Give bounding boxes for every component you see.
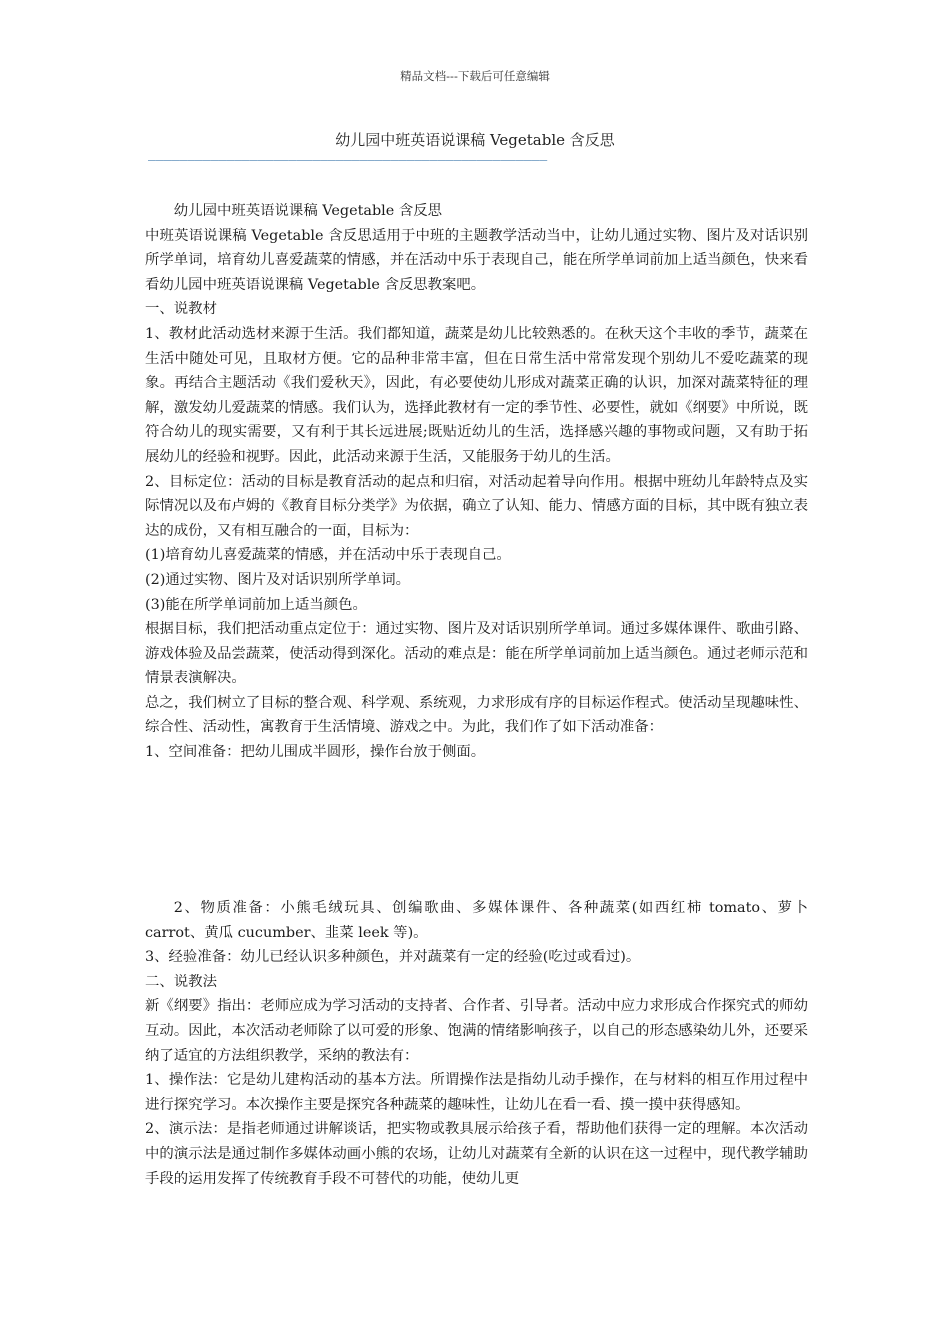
article-heading: 幼儿园中班英语说课稿 Vegetable 含反思 bbox=[173, 203, 443, 219]
method-item-demonstration: 2、演示法：是指老师通过讲解谈话，把实物或教具展示给孩子看，帮助他们获得一定的理解。本次活动中的演示法是通过制作多媒体动画小熊的农场，让幼儿对蔬菜有全新的认识在这一过程中，现代教学辅助手段的运用发挥了传统教育手段不可替代的功能，使幼儿更 bbox=[145, 1121, 808, 1187]
paragraph-material-source: 1、教材此活动选材来源于生活。我们都知道，蔬菜是幼儿比较熟悉的。在秋天这个丰收的季节，蔬菜在生活中随处可见，且取材方便。它的品种非常丰富，但在日常生活中常常发现个别幼儿不爱吃蔬菜的现象。再结合主题活动《我们爱秋天》，因此，有必要使幼儿形成对蔬菜正确的认识，加深对蔬菜特征的理解，激发幼儿爱蔬菜的情感。我们认为，选择此教材有一定的季节性、必要性，就如《纲要》中所说，既符合幼儿的现实需要，又有利于其长远进展;既贴近幼儿的生活，选择感兴趣的事物或问题，又有助于拓展幼儿的经验和视野。因此，此活动来源于生活，又能服务于幼儿的生活。 bbox=[145, 325, 808, 465]
document-title: 幼儿园中班英语说课稿 Vegetable 含反思 bbox=[335, 131, 615, 149]
intro-paragraph: 中班英语说课稿 Vegetable 含反思适用于中班的主题教学活动当中，让幼儿通过实物、图片及对话识别所学单词，培育幼儿喜爱蔬菜的情感，并在活动中乐于表现自己，能在所学单词前加上适当颜色，快来看看幼儿园中班英语说课稿 Vegetable 含反思教案吧。 bbox=[145, 227, 808, 293]
goal-item-3: (3)能在所学单词前加上适当颜色。 bbox=[145, 596, 367, 613]
paragraph-focus: 根据目标，我们把活动重点定位于：通过实物、图片及对话识别所学单词。通过多媒体课件、歌曲引路、游戏体验及品尝蔬菜，使活动得到深化。活动的难点是：能在所学单词前加上适当颜色。通过老师示范和情景表演解决。 bbox=[145, 621, 808, 687]
prep-item-materials: 2、物质准备：小熊毛绒玩具、创编歌曲、多媒体课件、各种蔬菜(如西红柿 tomato、萝卜 carrot、黄瓜 cucumber、韭菜 leek 等)。 bbox=[145, 900, 808, 941]
body-block-2 bbox=[145, 896, 808, 1191]
section-heading-materials: 一、说教材 bbox=[145, 301, 217, 318]
prep-item-experience: 3、经验准备：幼儿已经认识多种颜色，并对蔬菜有一定的经验(吃过或看过)。 bbox=[145, 949, 641, 966]
paragraph-summary: 总之，我们树立了目标的整合观、科学观、系统观，力求形成有序的目标运作程式。使活动呈现趣味性、综合性、活动性，寓教育于生活情境、游戏之中。为此，我们作了如下活动准备： bbox=[145, 694, 808, 736]
body-block-1 bbox=[145, 199, 808, 765]
title-underline: ——————————————————————————————————————————————————— bbox=[148, 153, 548, 168]
paragraph-methods-intro: 新《纲要》指出：老师应成为学习活动的支持者、合作者、引导者。活动中应力求形成合作探究式的师幼互动。因此，本次活动老师除了以可爱的形象、饱满的情绪影响孩子，以自己的形态感染幼儿外，还要采纳了适宜的方法组织教学，采纳的教法有： bbox=[145, 998, 808, 1064]
page-header-note: 精品文档---下载后可任意编辑 bbox=[400, 69, 550, 83]
prep-item-space: 1、空间准备：把幼儿围成半圆形，操作台放于侧面。 bbox=[145, 744, 486, 761]
method-item-operation: 1、操作法：它是幼儿建构活动的基本方法。所谓操作法是指幼儿动手操作，在与材料的相互作用过程中进行探究学习。本次操作主要是探究各种蔬菜的趣味性，让幼儿在看一看、摸一摸中获得感知。 bbox=[145, 1072, 808, 1113]
goal-item-2: (2)通过实物、图片及对话识别所学单词。 bbox=[145, 571, 411, 588]
section-heading-methods: 二、说教法 bbox=[145, 973, 217, 990]
goal-item-1: (1)培育幼儿喜爱蔬菜的情感，并在活动中乐于表现自己。 bbox=[145, 547, 511, 564]
paragraph-goals: 2、目标定位：活动的目标是教育活动的起点和归宿，对活动起着导向作用。根据中班幼儿年龄特点及实际情况以及布卢姆的《教育目标分类学》为依据，确立了认知、能力、情感方面的目标，其中既有独立表达的成份，又有相互融合的一面，目标为： bbox=[145, 473, 808, 539]
